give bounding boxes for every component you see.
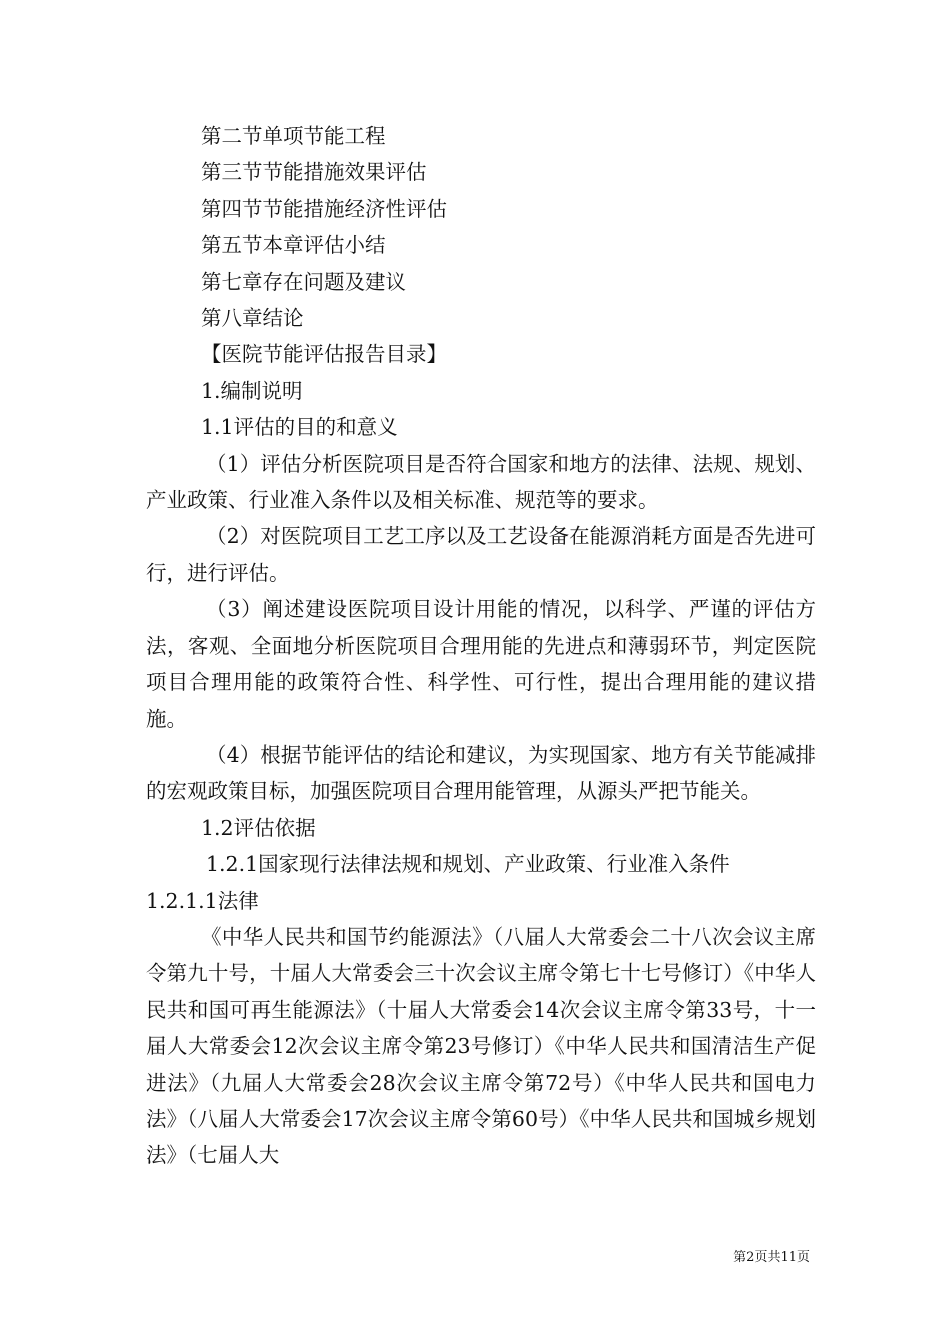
body-paragraph: （1）评估分析医院项目是否符合国家和地方的法律、法规、规划、产业政策、行业准入条件以及相关标准、规范等的要求。 bbox=[146, 451, 816, 513]
subsection-heading: 1.2.1国家现行法律法规和规划、产业政策、行业准入条件 bbox=[206, 852, 730, 877]
toc-line: 第二节单项节能工程 bbox=[201, 124, 386, 148]
body-paragraph: （2）对医院项目工艺工序以及工艺设备在能源消耗方面是否先进可行，进行评估。 bbox=[146, 524, 816, 585]
report-title: 【医院节能评估报告目录】 bbox=[201, 342, 447, 367]
subsection-heading: 1.2评估依据 bbox=[201, 815, 316, 840]
toc-line: 第八章结论 bbox=[201, 306, 304, 331]
subsection-heading: 1.1评估的目的和意义 bbox=[201, 415, 398, 440]
body-paragraph: （3）阐述建设医院项目设计用能的情况，以科学、严谨的评估方法，客观、全面地分析医院项目合理用能的先进点和薄弱环节，判定医院项目合理用能的政策符合性、科学性、可行性，提出合理用能的建议措施。 bbox=[146, 597, 816, 731]
toc-line: 第四节节能措施经济性评估 bbox=[201, 196, 447, 221]
page-number: 第2页共11页 bbox=[733, 1250, 810, 1265]
toc-line: 第五节本章评估小结 bbox=[201, 233, 386, 258]
laws-paragraph: 《中华人民共和国节约能源法》（八届人大常委会二十八次会议主席令第九十号，十届人大常委会三十次会议主席令第七十七号修订）《中华人民共和国可再生能源法》（十届人大常委会14次会议主席令第33号，十一届人大常委会12次会议主席令第23号修订）《中华人民共和国清洁生产促进法》（九届人大常委会28次会议主席令第72号）《中华人民共和国电力法》（八届人大常委会17次会议主席令第60号）《中华人民共和国城乡规划法》（七届人大 bbox=[146, 924, 816, 1168]
subsection-heading: 1.2.1.1法律 bbox=[146, 888, 259, 913]
body-paragraph: （4）根据节能评估的结论和建议，为实现国家、地方有关节能减排的宏观政策目标，加强医院项目合理用能管理，从源头严把节能关。 bbox=[146, 742, 816, 804]
toc-line: 第三节节能措施效果评估 bbox=[201, 160, 427, 185]
section-heading: 1.编制说明 bbox=[201, 378, 303, 403]
document-body bbox=[146, 118, 816, 1174]
toc-line: 第七章存在问题及建议 bbox=[201, 269, 406, 294]
